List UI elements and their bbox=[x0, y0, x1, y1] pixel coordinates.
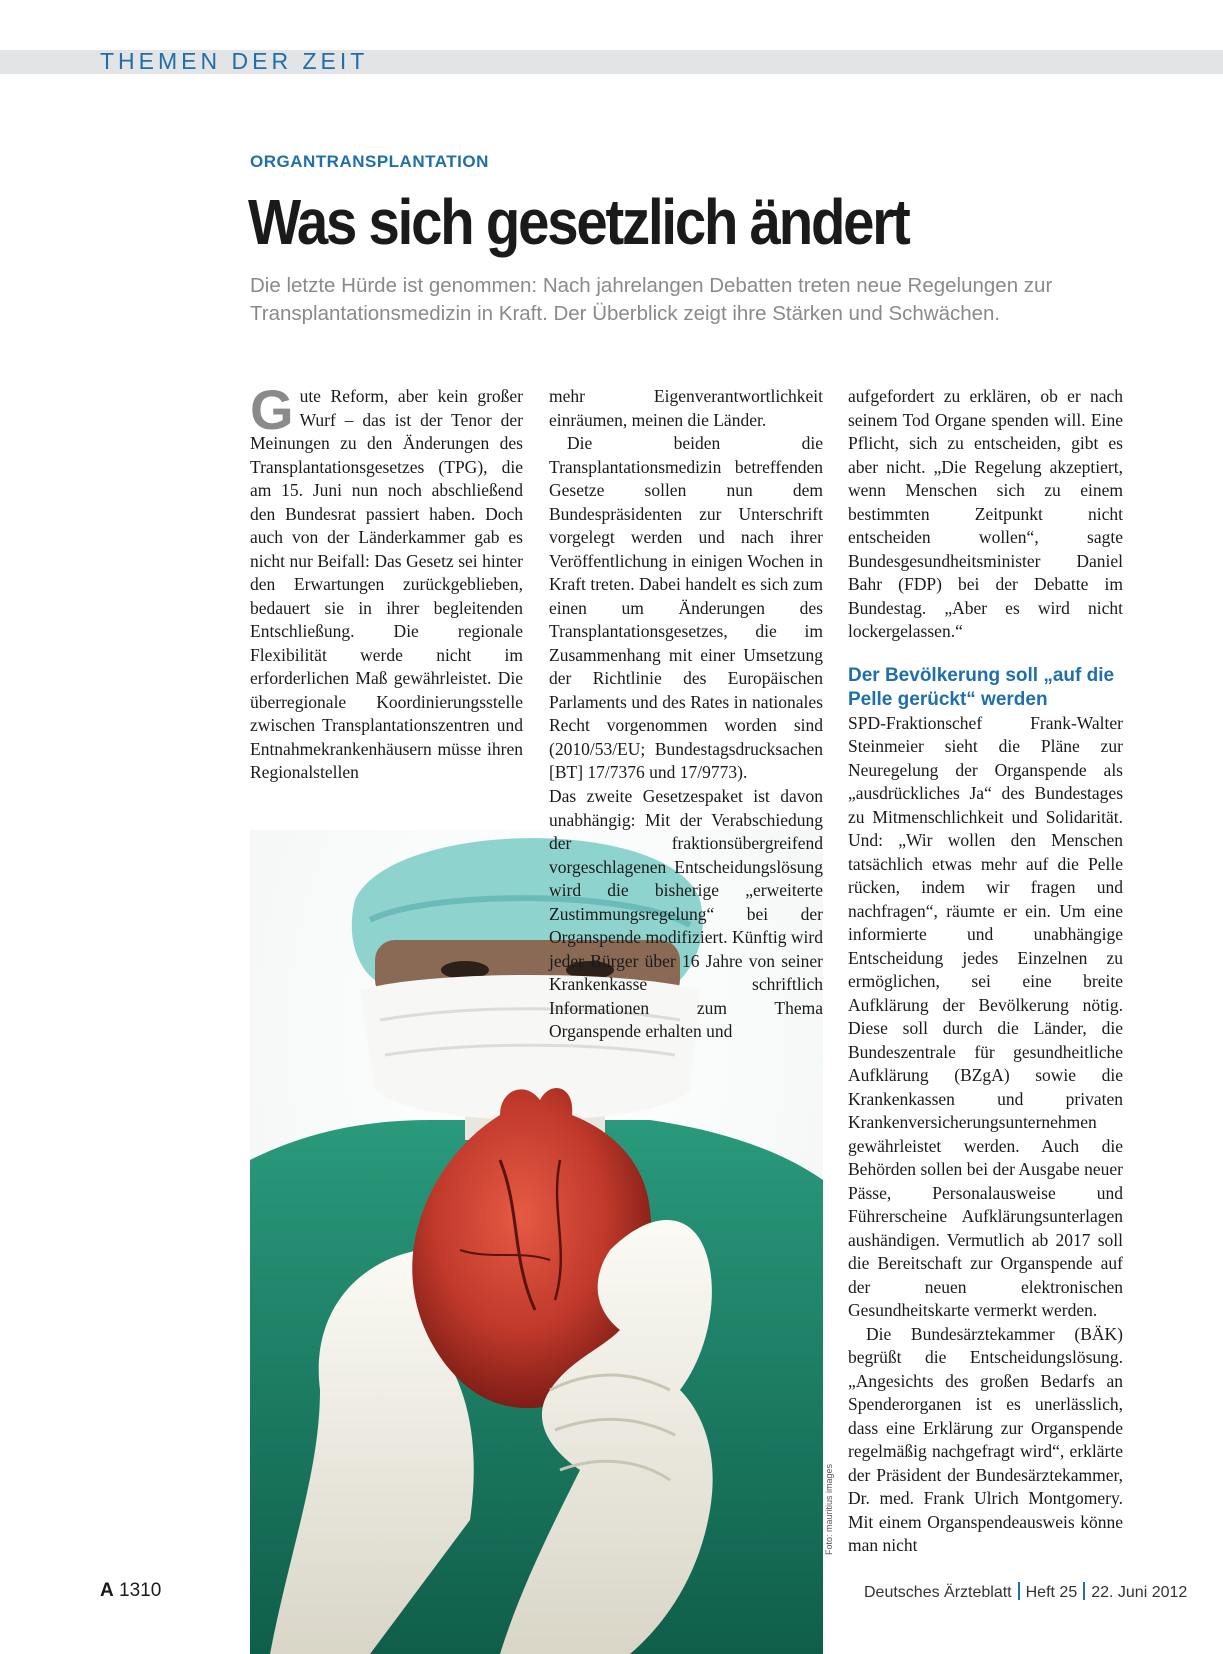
issue-date: 22. Juni 2012 bbox=[1091, 1584, 1188, 1601]
issue-label: Heft 25 bbox=[1025, 1584, 1078, 1601]
article-title: Was sich gesetzlich ändert bbox=[248, 186, 909, 258]
paragraph: Gute Reform, aber kein großer Wurf – das ist der Tenor der Meinungen zu den Änderungen des Transplantationsgesetzes (TPG), die am 15. Juni nun noch abschließend den Bundesrat passiert haben. Doch auch von der Länderkammer gab es nicht nur Beifall: Das Gesetz sei hinter den Erwartungen zurückgeblieben, bedauert sie in ihrer begleitenden Entschließung. Die regionale Flexibilität werde nicht im erforderlichen Maß gewährleistet. Die überregionale Koordinierungsstelle zwischen Transplantationszentren und Entnahmekrankenhäusern müsse ihren Regionalstellen bbox=[250, 378, 523, 782]
footer-divider bbox=[1083, 1582, 1085, 1600]
journal-footer bbox=[864, 1582, 1187, 1602]
column-3 bbox=[848, 385, 1123, 1555]
drop-cap: G bbox=[250, 378, 294, 441]
footer-divider bbox=[1018, 1582, 1020, 1600]
column-2 bbox=[549, 385, 823, 795]
article-kicker: ORGANTRANSPLANTATION bbox=[250, 152, 489, 171]
paragraph: SPD-Fraktionschef Frank-Walter Steinmeier sieht die Pläne zur Neuregelung der Organspende als „ausdrückliches Ja“ des Bundestages zu Mitmenschlichkeit und Solidarität. Und: „Wir wollen den Menschen tatsächlich etwas mehr auf die Pelle rücken, indem wir fragen und nachfragen“, räumte er ein. Um eine informierte und unabhängige Entscheidung jedes Einzelnen zu ermöglichen, sei eine breite Aufklärung der Bevölkerung nötig. Diese soll durch die Länder, die Bundeszentrale für gesundheitliche Aufklärung (BZgA) sowie die Krankenkassen und privaten Krankenversicherungsunternehmen gewährleistet werden. Auch die Behörden sollen bei der Ausgabe neuer Pässe, Personalausweise und Führerscheine Aufklärungsunterlagen aushändigen. Vermutlich ab 2017 soll die Bereitschaft zur Organspende auf der neuen elektronischen Gesundheitskarte vermerkt werden. bbox=[848, 712, 1123, 1320]
paragraph: Das zweite Gesetzespaket ist davon unabhängig: Mit der Verabschiedung der fraktionsübergreifend vorgeschlagenen Entscheidungslösung wird die bisherige „erweiterte Zustimmungsregelung“ bei der Organspende modifiziert. Künftig wird jeder Bürger über 16 Jahre von seiner Krankenkasse schriftlich Informationen zum Thema Organspende erhalten und bbox=[549, 786, 823, 1041]
column-2-cont bbox=[549, 785, 823, 1145]
paragraph: mehr Eigenverantwortlichkeit einräumen, meinen die Länder. bbox=[549, 386, 823, 430]
column-1 bbox=[250, 378, 523, 785]
subheading: Der Bevölkerung soll „auf die Pelle gerückt“ werden bbox=[848, 664, 1115, 710]
section-label: THEMEN DER ZEIT bbox=[100, 48, 369, 74]
journal-name: Deutsches Ärzteblatt bbox=[864, 1584, 1012, 1601]
article-dek: Die letzte Hürde ist genommen: Nach jahrelangen Debatten treten neue Regelungen zur Transplantationsmedizin in Kraft. Der Überblick zeigt ihre Stärken und Schwächen. bbox=[250, 274, 1053, 325]
photo-credit: Foto: mauritius images bbox=[824, 1463, 834, 1555]
paragraph: aufgefordert zu erklären, ob er nach seinem Tod Organe spenden will. Eine Pflicht, sich zu entscheiden, gibt es aber nicht. „Die Regelung akzeptiert, wenn Menschen sich zu einem bestimmten Zeitpunkt nicht entscheiden wollen“, sagte Bundesgesundheitsminister Daniel Bahr (FDP) bei der Debatte im Bundestag. „Aber es wird nicht lockergelassen.“ bbox=[848, 386, 1123, 641]
page-number: A 1310 bbox=[100, 1580, 162, 1601]
paragraph: Die beiden die Transplantationsmedizin betreffenden Gesetze sollen nun dem Bundespräsidenten zur Unterschrift vorgelegt werden und nach ihrer Veröffentlichung in einigen Wochen in Kraft treten. Dabei handelt es sich zum einen um Änderungen des Transplantationsgesetzes, die im Zusammenhang mit einer Umsetzung der Richtlinie des Europäischen Parlaments und des Rates in nationales Recht vorgenommen worden sind (2010/53/EU; Bundestagsdrucksachen [BT] 17/7376 und 17/9773). bbox=[549, 433, 823, 782]
paragraph: Die Bundesärztekammer (BÄK) begrüßt die Entscheidungslösung. „Angesichts des großen Bedarfs an Spenderorganen ist es unerlässlich, dass eine Erklärung zur Organspende regelmäßig nachgefragt wird“, erklärte der Präsident der Bundesärztekammer, Dr. med. Frank Ulrich Montgomery. Mit einem Organspendeausweis könne man nicht bbox=[848, 1323, 1123, 1555]
